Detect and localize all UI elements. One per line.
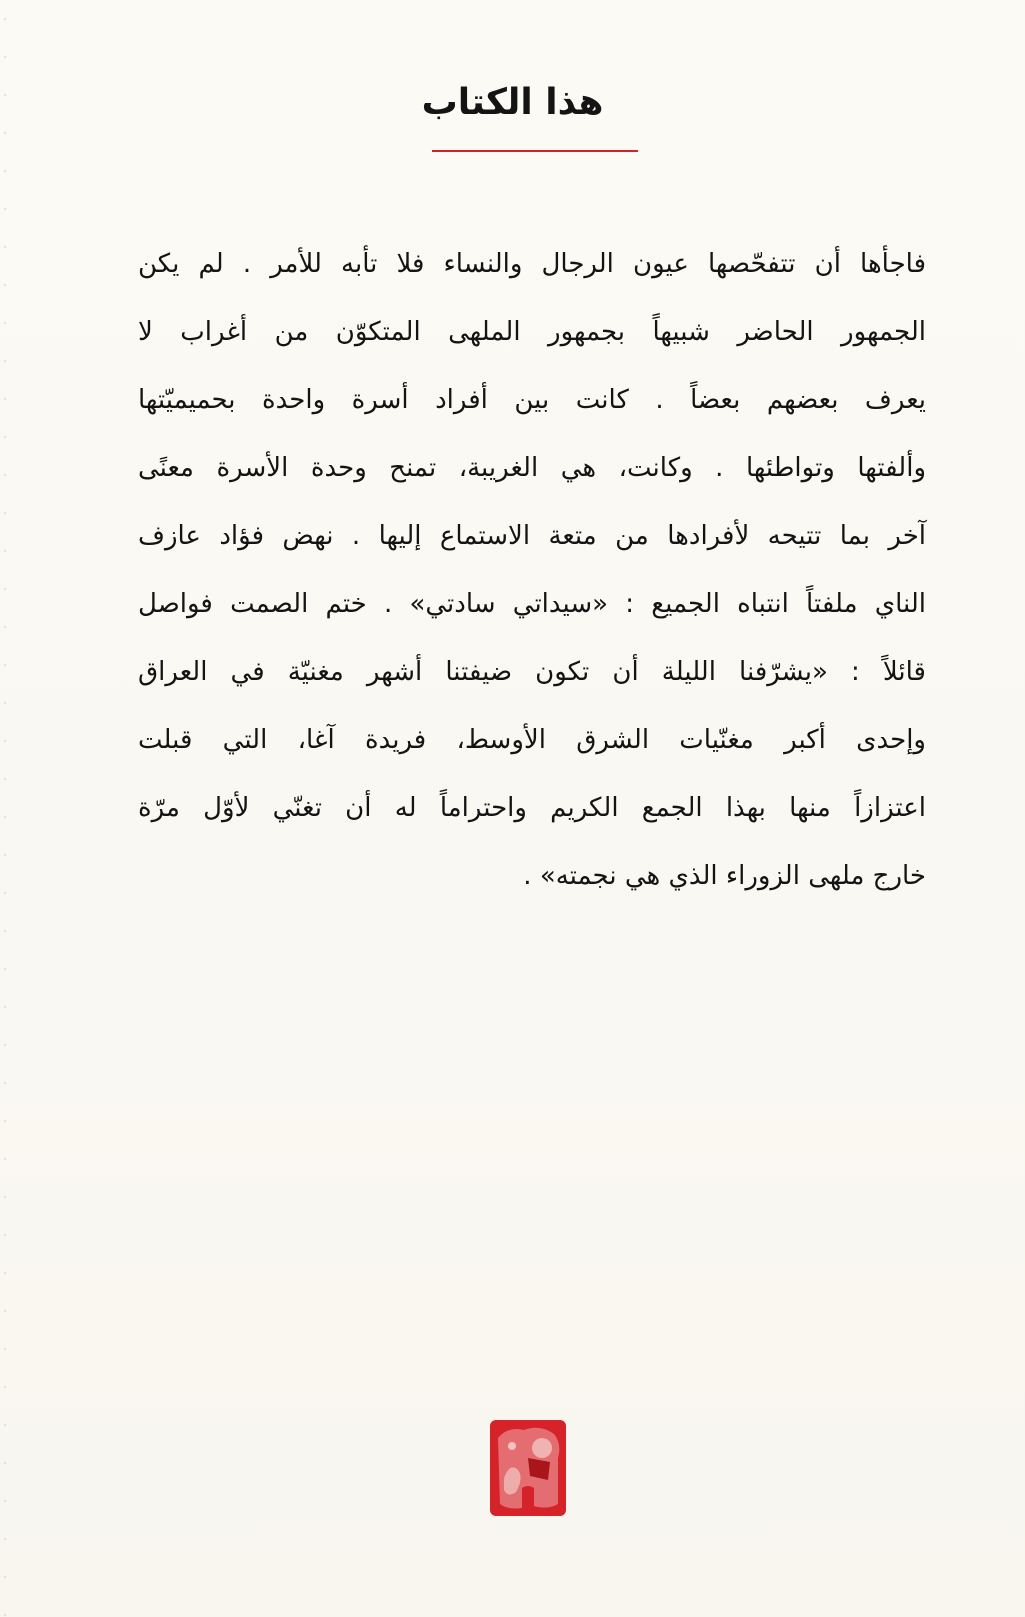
text-line: يعرف بعضهم بعضاً . كانت بين أفراد أسرة واحدة بحميميّتها [138,385,926,415]
text-line: قائلاً : «يشرّفنا الليلة أن تكون ضيفتنا أشهر مغنيّة في العراق [138,657,926,687]
text-line: خارج ملهى الزوراء الذي هي نجمته» . [523,861,926,891]
page-edge-texture [0,0,10,1617]
text-line: اعتزازاً منها بهذا الجمع الكريم واحتراماً له أن تغنّي لأوّل مرّة [138,793,926,823]
page-heading: هذا الكتاب [421,82,604,123]
heading-underline [432,150,638,152]
text-line: وإحدى أكبر مغنّيات الشرق الأوسط، فريدة آغا، التي قبلت [138,725,926,755]
text-line: آخر بما تتيحه لأفرادها من متعة الاستماع إليها . نهض فؤاد عازف [138,521,926,551]
text-line: الجمهور الحاضر شبيهاً بجمهور الملهى المتكوّن من أغراب لا [138,317,926,347]
blurb-text [138,230,926,910]
text-line: فاجأها أن تتفحّصها عيون الرجال والنساء فلا تأبه للأمر . لم يكن [138,249,926,279]
text-line: وألفتها وتواطئها . وكانت، هي الغريبة، تمنح وحدة الأسرة معنًى [138,453,926,483]
text-line: الناي ملفتاً انتباه الجميع : «سيداتي سادتي» . ختم الصمت فواصل [138,589,926,619]
publisher-seal-icon [488,1418,568,1518]
